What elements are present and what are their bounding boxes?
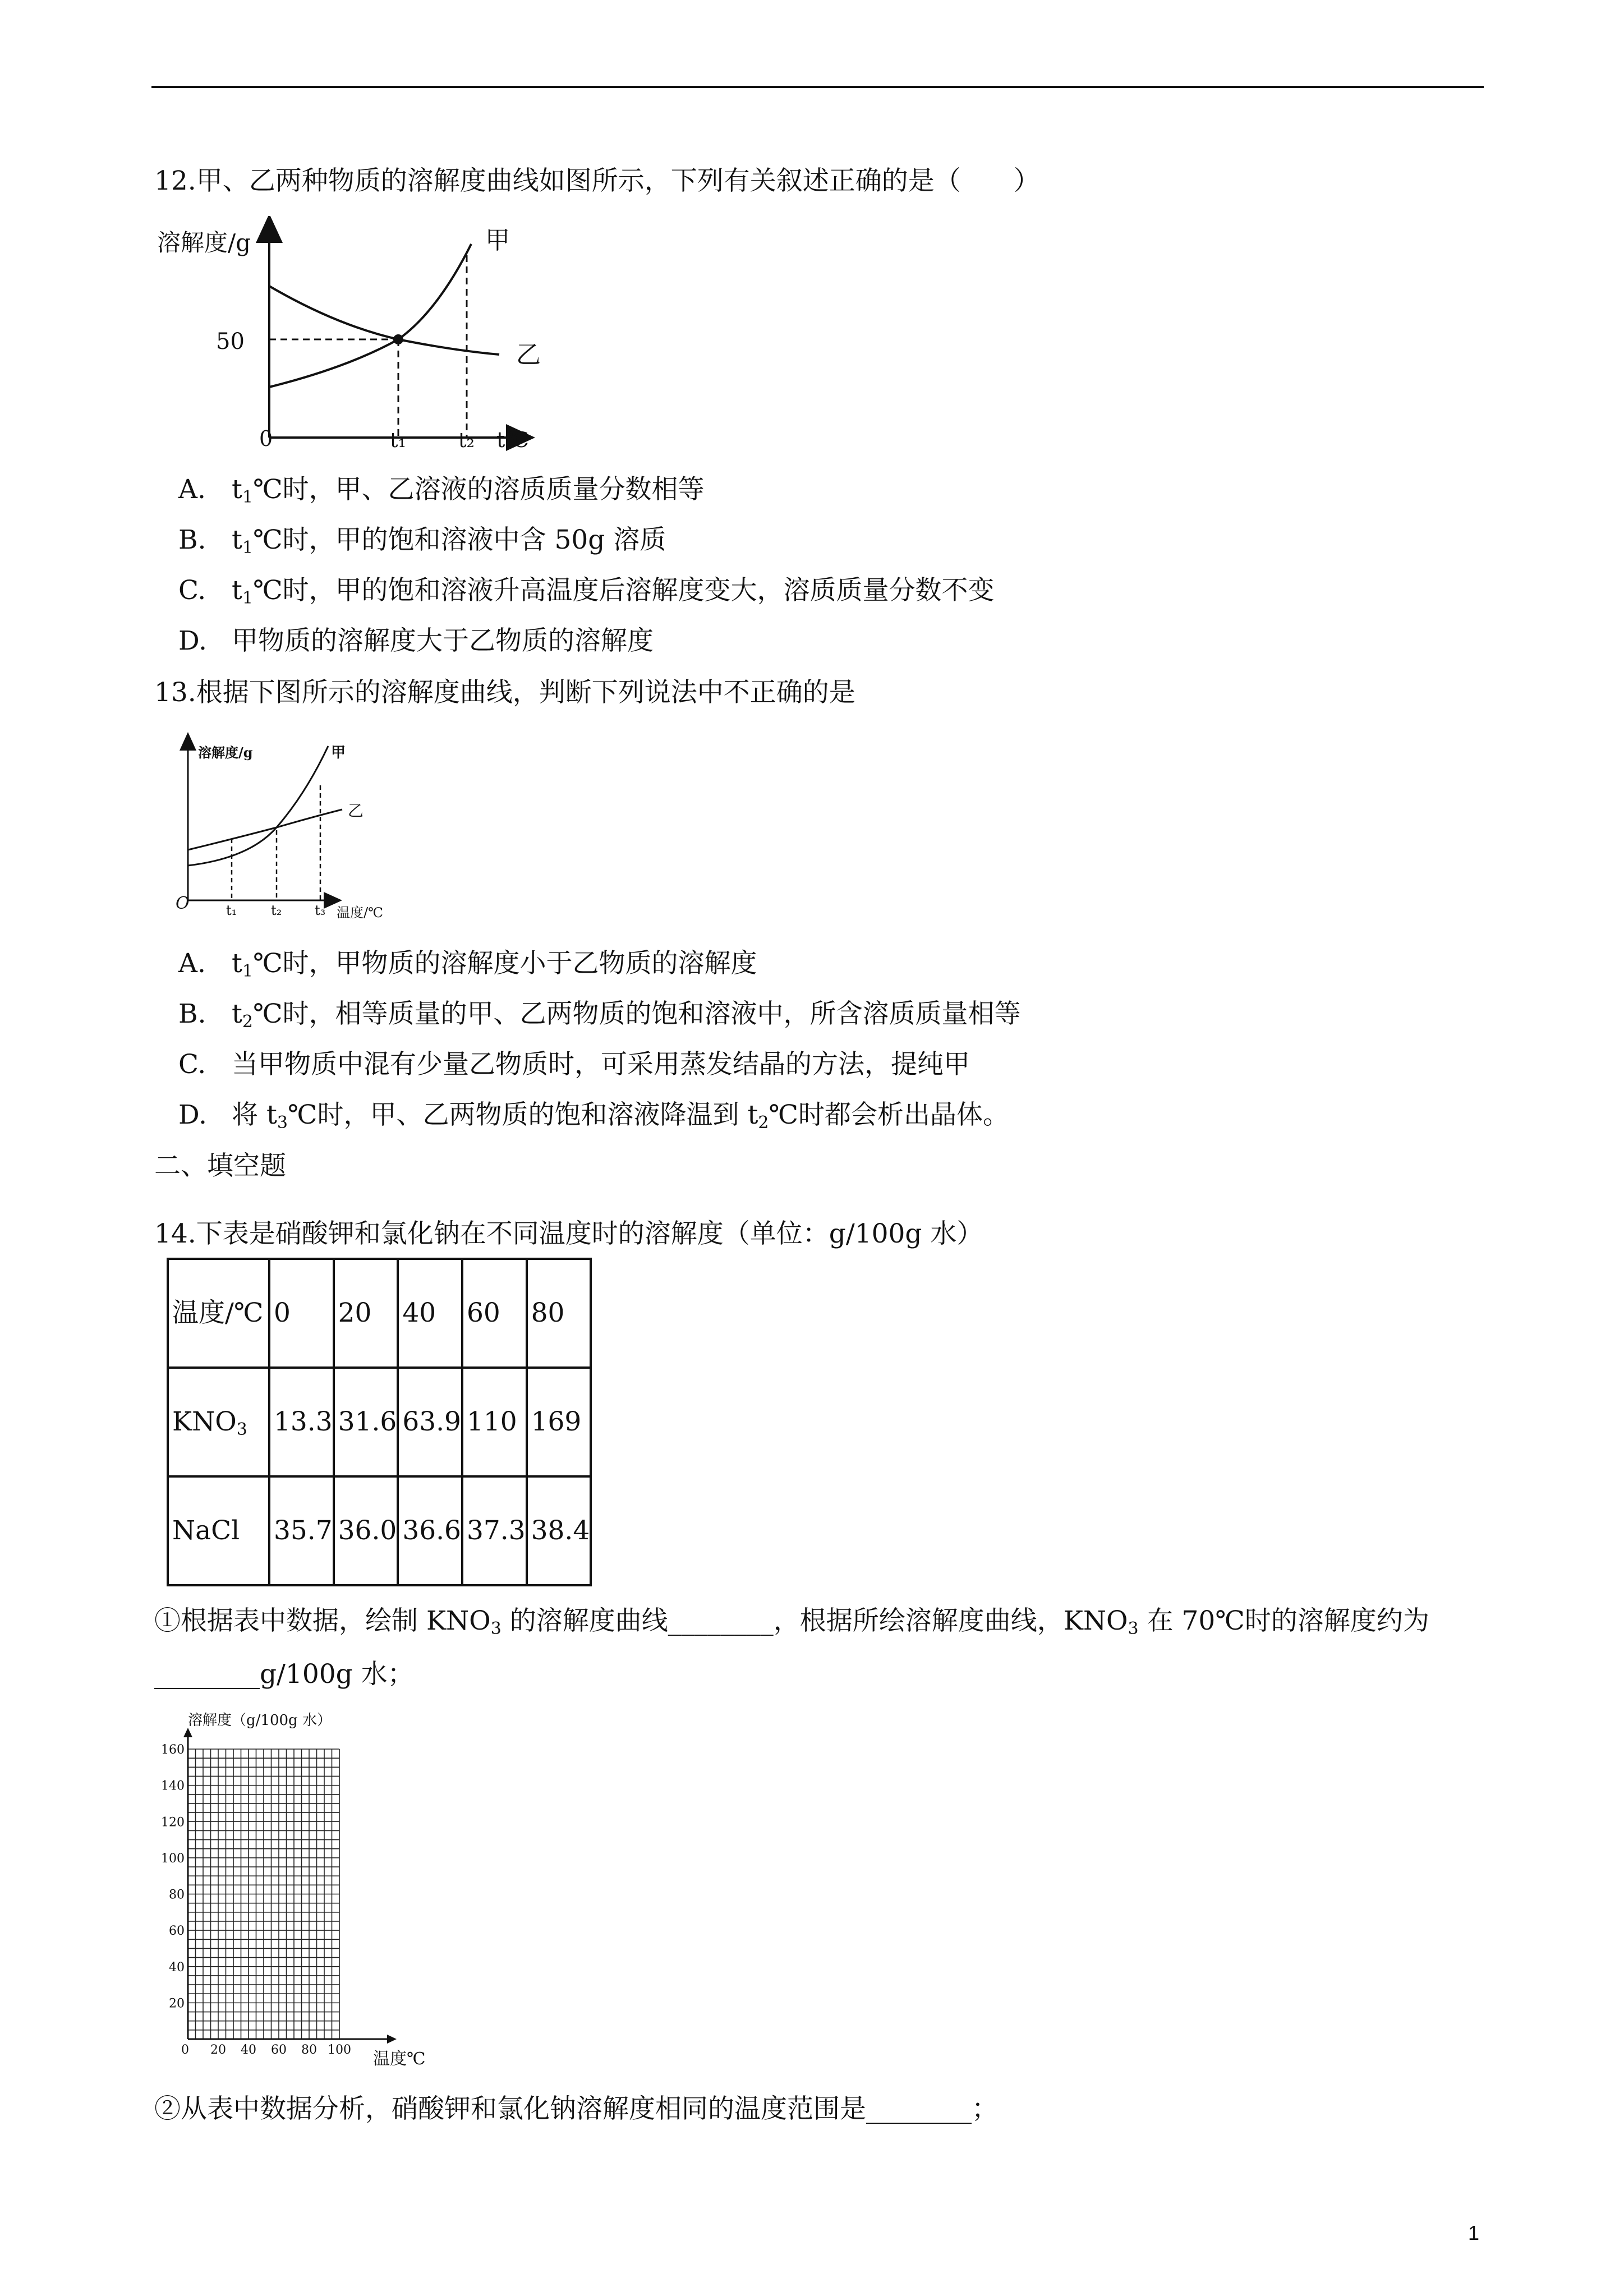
table-cell: 169 bbox=[527, 1368, 591, 1476]
table-cell: 36.0 bbox=[334, 1476, 398, 1585]
q13-origin: O bbox=[176, 894, 190, 913]
table-cell: 60 bbox=[462, 1259, 527, 1368]
table-cell: 13.3 bbox=[269, 1368, 334, 1476]
q13-option-a[interactable]: A. $t_1℃$时，甲物质的溶解度小于乙物质的溶解度 bbox=[178, 948, 757, 981]
table-cell: 36.6 bbox=[398, 1476, 462, 1585]
table-cell: 37.3 bbox=[462, 1476, 527, 1585]
table-cell: 35.7 bbox=[269, 1476, 334, 1585]
header-rule bbox=[151, 86, 1484, 88]
page-number: 1 bbox=[1468, 2221, 1480, 2244]
grid-ytick-label: 100 bbox=[161, 1851, 185, 1866]
table-cell: 63.9 bbox=[398, 1368, 462, 1476]
grid-xtick-label: 20 bbox=[210, 2043, 226, 2057]
grid-ytick-label: 20 bbox=[169, 1996, 185, 2011]
table-cell-label: $KNO_3$ bbox=[168, 1368, 269, 1476]
q13-solubility-chart bbox=[171, 732, 429, 923]
grid-ytick-label: 140 bbox=[161, 1779, 185, 1793]
q13-label-yi: 乙 bbox=[348, 802, 364, 820]
q13-curve-jia bbox=[188, 746, 328, 866]
q14-part1: ①根据表中数据，绘制 $KNO_3$ 的溶解度曲线________，根据所绘溶解度曲线，$KNO_3$ 在 70℃时的溶解度约为 bbox=[154, 1605, 1429, 1639]
table-cell: 温度/℃ bbox=[168, 1259, 269, 1368]
q13-xtick-t1: t₁ bbox=[226, 903, 237, 918]
grid-xtick-label: 60 bbox=[271, 2043, 287, 2057]
grid-yticks bbox=[161, 1743, 189, 2057]
grid-xtick-label: 100 bbox=[328, 2043, 351, 2057]
q12-stem: 12.甲、乙两种物质的溶解度曲线如图所示，下列有关叙述正确的是（ ） bbox=[154, 165, 1040, 196]
table-cell: 31.6 bbox=[334, 1368, 398, 1476]
grid-xtick-label: 40 bbox=[241, 2043, 256, 2057]
table-cell: 110 bbox=[462, 1368, 527, 1476]
table-row bbox=[168, 1368, 591, 1476]
solubility-table bbox=[167, 1258, 592, 1586]
q14-blank-grid bbox=[151, 1703, 488, 2073]
grid-ytick-label: 160 bbox=[161, 1743, 185, 1757]
table-row bbox=[168, 1259, 591, 1368]
grid-ytick-label: 40 bbox=[169, 1960, 185, 1975]
q13-xlabel: 温度/℃ bbox=[337, 905, 383, 921]
q12-xlabel: t℃ bbox=[496, 427, 529, 452]
q14-part2: ②从表中数据分析，硝酸钾和氯化钠溶解度相同的温度范围是________； bbox=[154, 2093, 998, 2124]
q12-label-jia: 甲 bbox=[485, 226, 510, 255]
q12-origin: 0 bbox=[259, 426, 273, 451]
q13-option-b[interactable]: B. $t_2℃$时，相等质量的甲、乙两物质的饱和溶液中，所含溶质质量相等 bbox=[178, 999, 1021, 1032]
grid-lines bbox=[183, 1728, 397, 2044]
grid-arrowheads bbox=[183, 1728, 397, 2044]
q13-xtick-t3: t₃ bbox=[315, 903, 326, 918]
q13-option-c[interactable]: C. 当甲物质中混有少量乙物质时，可采用蒸发结晶的方法，提纯甲 bbox=[178, 1049, 970, 1080]
q13-ylabel: 溶解度/g bbox=[198, 744, 253, 761]
table-row bbox=[168, 1476, 591, 1585]
table-cell: 0 bbox=[269, 1259, 334, 1368]
table-cell: 80 bbox=[527, 1259, 591, 1368]
q12-option-a[interactable]: A. $t_1℃$时，甲、乙溶液的溶质质量分数相等 bbox=[178, 474, 705, 507]
grid-xtick-label: 80 bbox=[301, 2043, 317, 2057]
q12-ylabel: 溶解度/g bbox=[157, 229, 251, 256]
grid-xticks bbox=[210, 2043, 351, 2057]
q12-solubility-chart bbox=[151, 216, 544, 457]
grid-ylabel: 溶解度（g/100g 水） bbox=[188, 1712, 332, 1729]
table-cell: 20 bbox=[334, 1259, 398, 1368]
grid-ytick-label: 60 bbox=[169, 1924, 185, 1939]
q14-stem: 14.下表是硝酸钾和氯化钠在不同温度时的溶解度（单位：g/100g 水） bbox=[154, 1218, 983, 1249]
grid-ytick-label: 80 bbox=[169, 1888, 185, 1902]
q12-xtick-t2: t₂ bbox=[458, 429, 475, 452]
q12-label-yi: 乙 bbox=[516, 341, 541, 369]
grid-origin-label: 0 bbox=[181, 2043, 189, 2057]
q12-xtick-t1: t₁ bbox=[390, 429, 406, 452]
q12-curve-jia bbox=[269, 244, 471, 387]
q12-option-b[interactable]: B. $t_1℃$时，甲的饱和溶液中含 50g 溶质 bbox=[178, 524, 666, 558]
q12-option-c[interactable]: C. $t_1℃$时，甲的饱和溶液升高温度后溶解度变大，溶质质量分数不变 bbox=[178, 575, 995, 608]
q13-option-d[interactable]: D. 将 $t_3℃$时，甲、乙两物质的饱和溶液降温到 $t_2℃$时都会析出晶体。 bbox=[178, 1099, 1009, 1133]
q13-label-jia: 甲 bbox=[331, 744, 346, 761]
q12-curve-yi bbox=[269, 286, 499, 355]
grid-ytick-label: 120 bbox=[161, 1815, 185, 1830]
q13-stem: 13.根据下图所示的溶解度曲线，判断下列说法中不正确的是 bbox=[154, 677, 855, 708]
table-cell: 38.4 bbox=[527, 1476, 591, 1585]
table-cell-label: NaCl bbox=[168, 1476, 269, 1585]
table-cell: 40 bbox=[398, 1259, 462, 1368]
q13-xtick-t2: t₂ bbox=[271, 903, 282, 918]
q12-option-d[interactable]: D. 甲物质的溶解度大于乙物质的溶解度 bbox=[178, 625, 654, 656]
section-heading: 二、填空题 bbox=[154, 1151, 286, 1181]
q14-part1-line2: ________g/100g 水； bbox=[154, 1659, 414, 1690]
q13-curve-yi bbox=[188, 809, 342, 850]
q12-ytick-50: 50 bbox=[216, 329, 245, 355]
grid-xlabel: 温度℃ bbox=[373, 2049, 426, 2069]
